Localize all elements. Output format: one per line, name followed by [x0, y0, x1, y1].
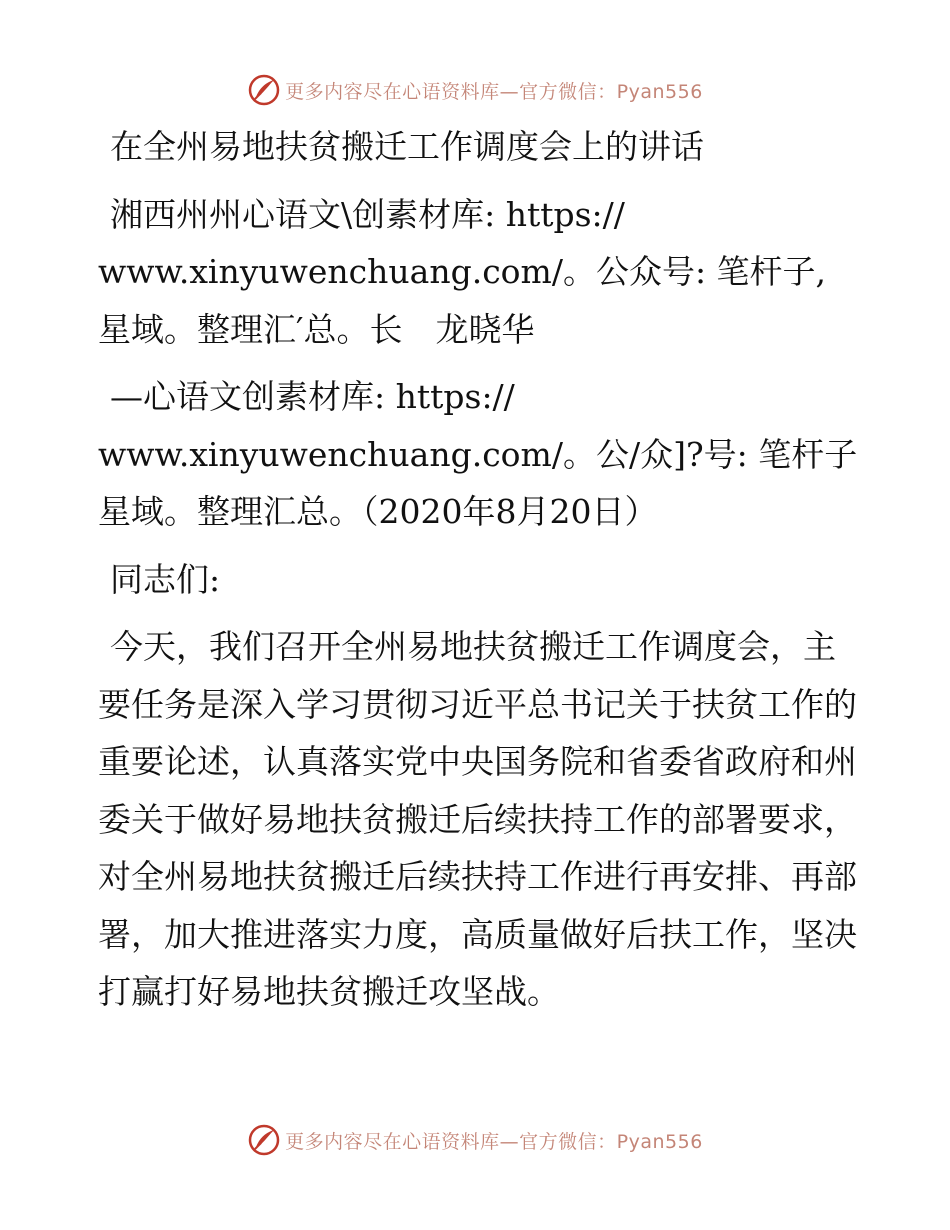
source-note: —心语文创素材库: https:// www.xinyuwenchuang.com/。公/众]?号: 笔杆子星域。整理汇总。（2020年8月20日） — [98, 377, 858, 531]
watermark-text: 更多内容尽在心语资料库—官方微信：Pyan556 — [285, 1130, 703, 1153]
body-paragraph: 今天，我们召开全州易地扶贫搬迁工作调度会，主要任务是深入学习贯彻习近平总书记关于扶贫工作的重要论述，认真落实党中央国务院和省委省政府和州委关于做好易地扶贫搬迁后续扶持工作的部署要求，对全州易地扶贫搬迁后续扶持工作进行再安排、再部署，加大推进落实力度，高质量做好后扶工作，坚决打赢打好易地扶贫搬迁攻坚战。 — [98, 627, 857, 1011]
document-body — [98, 118, 858, 1021]
footer-watermark-banner — [0, 1120, 950, 1160]
feather-pen-logo-icon — [247, 73, 281, 107]
salutation: 同志们: — [110, 559, 221, 599]
header-watermark-banner — [0, 70, 950, 110]
document-title: 在全州易地扶贫搬迁工作调度会上的讲话 — [110, 127, 704, 166]
feather-pen-logo-icon — [247, 1123, 281, 1157]
byline: 湘西州州心语文\创素材库: https:// www.xinyuwenchuang.com/。公众号: 笔杆子,星域。整理汇′总。长 龙晓华 — [98, 194, 827, 349]
watermark-text: 更多内容尽在心语资料库—官方微信：Pyan556 — [285, 80, 703, 103]
